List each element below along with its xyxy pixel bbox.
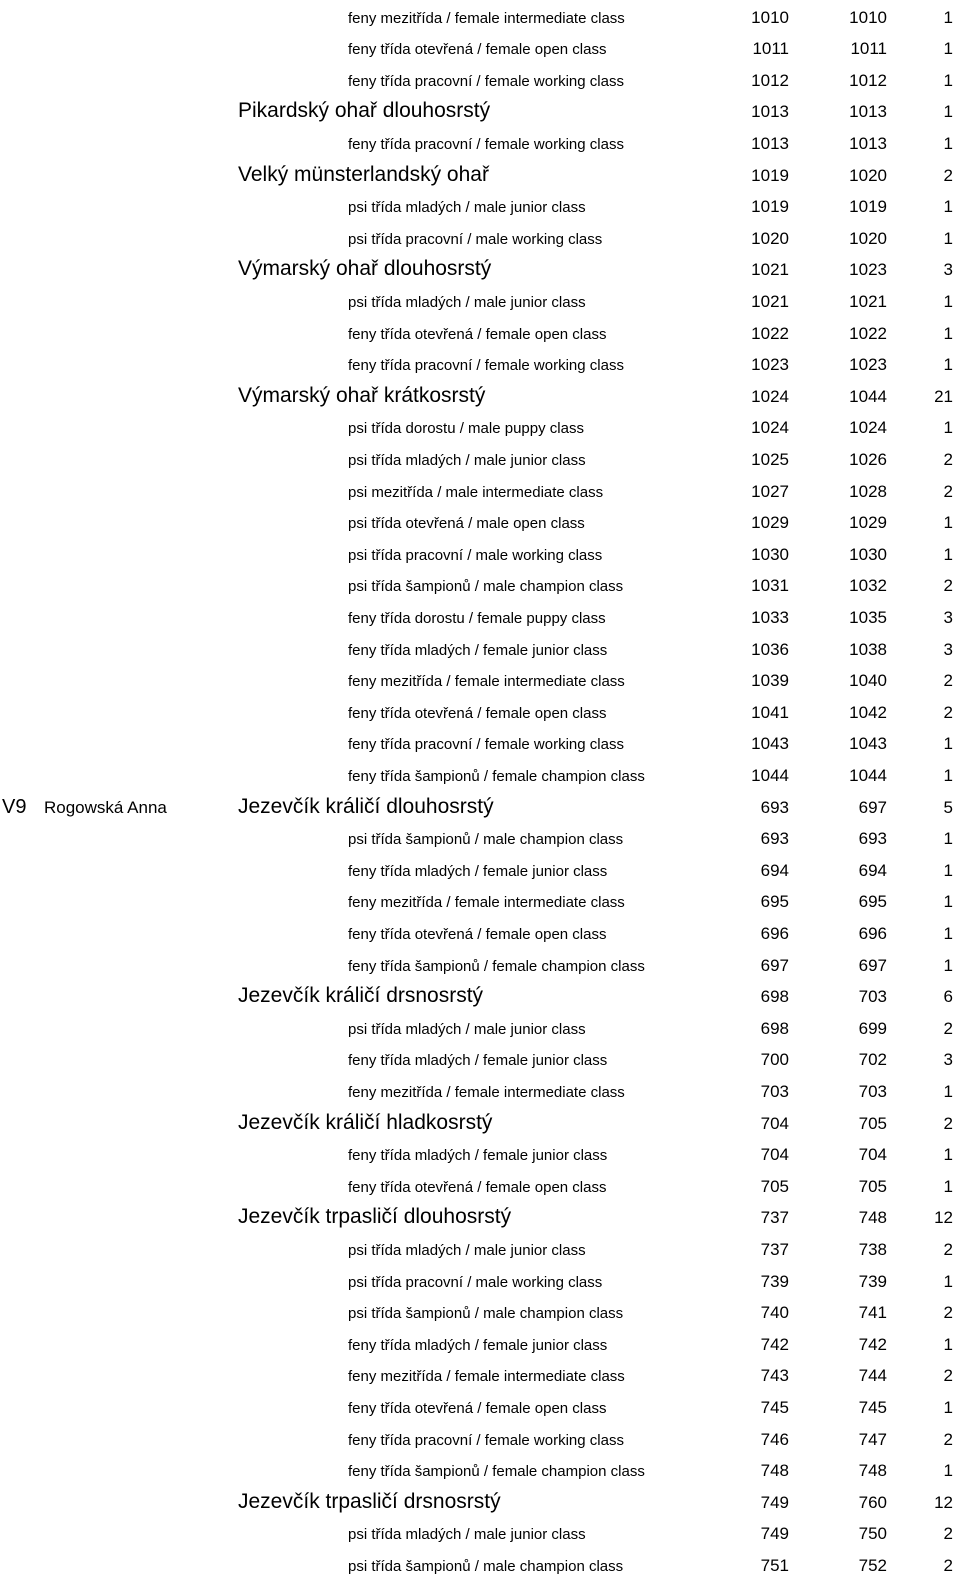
catalog-number-from: 743	[760, 1366, 789, 1386]
entry-count: 12	[934, 1492, 953, 1512]
catalog-number-to: 705	[858, 1113, 887, 1133]
entry-count: 1	[943, 7, 953, 27]
catalog-number-to: 745	[858, 1397, 887, 1417]
catalog-number-from: 695	[760, 892, 789, 912]
catalog-number-to: 747	[858, 1429, 887, 1449]
breed-name: Pikardský ohař dlouhosrstý	[238, 99, 491, 123]
catalog-number-from: 1030	[751, 544, 789, 564]
class-row	[0, 474, 960, 506]
class-name: feny třída mladých / female junior class	[348, 1147, 608, 1165]
entry-count: 2	[943, 1429, 953, 1449]
class-row	[0, 63, 960, 95]
catalog-number-from: 737	[760, 1208, 789, 1228]
class-row	[0, 506, 960, 538]
entry-count: 1	[943, 765, 953, 785]
class-row	[0, 411, 960, 443]
breed-name: Výmarský ohař krátkosrstý	[238, 383, 486, 407]
entry-count: 1	[943, 1397, 953, 1417]
class-row	[0, 221, 960, 253]
catalog-number-from: 746	[760, 1429, 789, 1449]
catalog-number-from: 1036	[751, 639, 789, 659]
class-row	[0, 1169, 960, 1201]
breed-row	[0, 980, 960, 1012]
catalog-number-from: 1039	[751, 671, 789, 691]
class-row	[0, 632, 960, 664]
catalog-number-from: 705	[760, 1176, 789, 1196]
entry-count: 1	[943, 513, 953, 533]
class-name: psi třída mladých / male junior class	[348, 1020, 586, 1038]
class-name: psi třída šampionů / male champion class	[348, 578, 624, 596]
class-name: feny třída mladých / female junior class	[348, 1052, 608, 1070]
catalog-number-to: 705	[858, 1176, 887, 1196]
catalog-number-from: 698	[760, 987, 789, 1007]
catalog-number-from: 1010	[751, 7, 789, 27]
class-name: psi třída mladých / male junior class	[348, 199, 586, 217]
catalog-number-from: 742	[760, 1334, 789, 1354]
entry-count: 6	[943, 987, 953, 1007]
class-row	[0, 569, 960, 601]
catalog-number-to: 1028	[849, 481, 887, 501]
class-row	[0, 1359, 960, 1391]
catalog-number-from: 1021	[751, 291, 789, 311]
entry-count: 1	[943, 923, 953, 943]
catalog-number-from: 693	[760, 797, 789, 817]
catalog-number-to: 1044	[849, 386, 887, 406]
entry-count: 2	[943, 165, 953, 185]
catalog-number-from: 700	[760, 1050, 789, 1070]
catalog-number-from: 703	[760, 1081, 789, 1101]
entry-count: 3	[943, 260, 953, 280]
class-name: feny mezitřída / female intermediate class	[348, 9, 625, 27]
entry-count: 2	[943, 1239, 953, 1259]
breed-row	[0, 1485, 960, 1517]
breed-name: Jezevčík trpasličí drsnosrstý	[238, 1489, 501, 1513]
entry-count: 1	[943, 70, 953, 90]
class-row	[0, 727, 960, 759]
entry-count: 1	[943, 860, 953, 880]
entry-count: 2	[943, 702, 953, 722]
class-row	[0, 442, 960, 474]
catalog-number-from: 698	[760, 1018, 789, 1038]
catalog-number-to: 1013	[849, 102, 887, 122]
breed-name: Velký münsterlandský ohař	[238, 162, 489, 186]
catalog-number-to: 1021	[849, 291, 887, 311]
catalog-number-from: 739	[760, 1271, 789, 1291]
entry-count: 2	[943, 449, 953, 469]
class-row	[0, 537, 960, 569]
entry-count: 1	[943, 829, 953, 849]
catalog-number-to: 1012	[849, 70, 887, 90]
class-name: psi třída šampionů / male champion class	[348, 831, 624, 849]
breed-row	[0, 1106, 960, 1138]
catalog-number-to: 1023	[849, 260, 887, 280]
class-row	[0, 758, 960, 790]
catalog-number-to: 1043	[849, 734, 887, 754]
catalog-number-from: 697	[760, 955, 789, 975]
class-name: feny třída otevřená / female open class	[348, 704, 607, 722]
entry-count: 1	[943, 355, 953, 375]
class-row	[0, 695, 960, 727]
catalog-number-to: 739	[858, 1271, 887, 1291]
class-name: feny třída mladých / female junior class	[348, 862, 608, 880]
class-name: feny třída pracovní / female working class	[348, 1431, 624, 1449]
class-row	[0, 1454, 960, 1486]
breed-row	[0, 1201, 960, 1233]
entry-count: 1	[943, 39, 953, 59]
class-row	[0, 600, 960, 632]
catalog-number-from: 1019	[751, 165, 789, 185]
breed-name: Jezevčík trpasličí dlouhosrstý	[238, 1205, 512, 1229]
entry-count: 1	[943, 734, 953, 754]
catalog-number-to: 695	[858, 892, 887, 912]
catalog-number-from: 749	[760, 1492, 789, 1512]
catalog-number-to: 1022	[849, 323, 887, 343]
entry-count: 3	[943, 639, 953, 659]
class-name: feny mezitřída / female intermediate class	[348, 1368, 625, 1386]
catalog-number-from: 1021	[751, 260, 789, 280]
catalog-number-to: 1020	[849, 228, 887, 248]
entry-count: 2	[943, 1303, 953, 1323]
catalog-number-from: 740	[760, 1303, 789, 1323]
class-row	[0, 1390, 960, 1422]
catalog-number-from: 1025	[751, 449, 789, 469]
catalog-number-to: 702	[858, 1050, 887, 1070]
catalog-number-to: 1026	[849, 449, 887, 469]
catalog-number-to: 752	[858, 1555, 887, 1575]
class-name: psi třída mladých / male junior class	[348, 1526, 586, 1544]
catalog-number-to: 760	[858, 1492, 887, 1512]
catalog-number-to: 741	[858, 1303, 887, 1323]
class-name: feny třída šampionů / female champion class	[348, 1463, 645, 1481]
catalog-number-from: 1013	[751, 102, 789, 122]
catalog-number-from: 1023	[751, 355, 789, 375]
class-row	[0, 32, 960, 64]
catalog-number-to: 750	[858, 1524, 887, 1544]
class-name: feny třída otevřená / female open class	[348, 925, 607, 943]
catalog-number-from: 1022	[751, 323, 789, 343]
catalog-number-to: 703	[858, 1081, 887, 1101]
catalog-number-from: 1020	[751, 228, 789, 248]
entry-count: 2	[943, 1018, 953, 1038]
catalog-number-from: 1011	[752, 39, 789, 59]
class-row	[0, 664, 960, 696]
entry-count: 2	[943, 1524, 953, 1544]
breed-row	[0, 790, 960, 822]
catalog-number-to: 699	[858, 1018, 887, 1038]
catalog-number-from: 1012	[751, 70, 789, 90]
class-name: feny třída pracovní / female working class	[348, 736, 624, 754]
class-name: psi třída pracovní / male working class	[348, 1273, 603, 1291]
class-name: psi třída pracovní / male working class	[348, 230, 603, 248]
class-row	[0, 126, 960, 158]
catalog-number-from: 1043	[751, 734, 789, 754]
catalog-number-to: 1038	[849, 639, 887, 659]
entry-count: 1	[943, 197, 953, 217]
class-row	[0, 348, 960, 380]
class-row	[0, 822, 960, 854]
catalog-number-to: 1013	[849, 133, 887, 153]
class-name: psi třída mladých / male junior class	[348, 293, 586, 311]
entry-count: 1	[943, 892, 953, 912]
catalog-number-from: 1019	[751, 197, 789, 217]
breed-name: Jezevčík králičí dlouhosrstý	[238, 794, 494, 818]
class-name: psi třída otevřená / male open class	[348, 515, 585, 533]
class-row	[0, 284, 960, 316]
class-row	[0, 316, 960, 348]
entry-count: 3	[943, 1050, 953, 1070]
entry-count: 2	[943, 1366, 953, 1386]
catalog-number-from: 1031	[751, 576, 789, 596]
class-name: feny třída otevřená / female open class	[348, 325, 607, 343]
class-name: psi třída šampionů / male champion class	[348, 1305, 624, 1323]
breed-row	[0, 379, 960, 411]
entry-count: 1	[943, 1176, 953, 1196]
entry-count: 2	[943, 481, 953, 501]
catalog-number-to: 1042	[849, 702, 887, 722]
catalog-number-from: 745	[760, 1397, 789, 1417]
class-row	[0, 0, 960, 32]
class-name: feny třída pracovní / female working class	[348, 135, 624, 153]
catalog-number-from: 748	[760, 1461, 789, 1481]
breed-row	[0, 158, 960, 190]
entry-count: 1	[943, 418, 953, 438]
catalog-number-to: 1020	[849, 165, 887, 185]
class-name: psi třída dorostu / male puppy class	[348, 420, 584, 438]
catalog-number-to: 697	[858, 955, 887, 975]
catalog-number-from: 1029	[751, 513, 789, 533]
breed-name: Jezevčík králičí hladkosrstý	[238, 1110, 493, 1134]
ring-number: V9	[2, 795, 27, 818]
entry-count: 1	[943, 133, 953, 153]
catalog-number-from: 737	[760, 1239, 789, 1259]
catalog-number-to: 1032	[849, 576, 887, 596]
catalog-number-from: 696	[760, 923, 789, 943]
judge-name: Rogowská Anna	[44, 797, 167, 817]
catalog-number-to: 738	[858, 1239, 887, 1259]
class-row	[0, 853, 960, 885]
catalog-number-to: 1040	[849, 671, 887, 691]
class-name: feny třída mladých / female junior class	[348, 641, 608, 659]
catalog-number-from: 704	[760, 1145, 789, 1165]
class-name: feny třída otevřená / female open class	[348, 1399, 607, 1417]
catalog-number-from: 704	[760, 1113, 789, 1133]
class-name: feny mezitřída / female intermediate class	[348, 673, 625, 691]
catalog-number-to: 694	[858, 860, 887, 880]
class-name: feny mezitřída / female intermediate class	[348, 1083, 625, 1101]
breed-row	[0, 253, 960, 285]
catalog-number-from: 1033	[751, 607, 789, 627]
catalog-number-to: 1029	[849, 513, 887, 533]
class-name: feny třída otevřená / female open class	[348, 1178, 607, 1196]
entry-count: 21	[934, 386, 953, 406]
entry-count: 3	[943, 607, 953, 627]
catalog-number-to: 1035	[849, 607, 887, 627]
entry-count: 1	[943, 1334, 953, 1354]
catalog-number-to: 704	[858, 1145, 887, 1165]
class-row	[0, 1232, 960, 1264]
entry-count: 2	[943, 1555, 953, 1575]
breed-name: Jezevčík králičí drsnosrstý	[238, 984, 484, 1008]
breed-name: Výmarský ohař dlouhosrstý	[238, 257, 492, 281]
class-name: feny třída šampionů / female champion class	[348, 957, 645, 975]
class-row	[0, 1296, 960, 1328]
catalog-number-from: 749	[760, 1524, 789, 1544]
catalog-number-to: 744	[858, 1366, 887, 1386]
class-row	[0, 190, 960, 222]
class-row	[0, 916, 960, 948]
class-name: feny třída dorostu / female puppy class	[348, 609, 606, 627]
class-row	[0, 1138, 960, 1170]
catalog-number-from: 693	[760, 829, 789, 849]
class-name: feny třída pracovní / female working class	[348, 357, 624, 375]
catalog-number-from: 1024	[751, 386, 789, 406]
class-row	[0, 1517, 960, 1549]
catalog-number-to: 1019	[849, 197, 887, 217]
class-row	[0, 1011, 960, 1043]
entry-count: 2	[943, 576, 953, 596]
class-row	[0, 1264, 960, 1296]
class-name: feny třída šampionů / female champion class	[348, 767, 645, 785]
class-row	[0, 1548, 960, 1580]
catalog-number-from: 751	[760, 1555, 789, 1575]
class-row	[0, 885, 960, 917]
catalog-number-from: 1044	[751, 765, 789, 785]
entry-count: 2	[943, 1113, 953, 1133]
entry-count: 1	[943, 291, 953, 311]
entry-count: 1	[943, 1145, 953, 1165]
catalog-number-to: 703	[858, 987, 887, 1007]
class-name: psi mezitřída / male intermediate class	[348, 483, 604, 501]
catalog-number-to: 748	[858, 1208, 887, 1228]
catalog-number-from: 694	[760, 860, 789, 880]
entry-count: 12	[934, 1208, 953, 1228]
entry-count: 1	[943, 1271, 953, 1291]
entry-count: 1	[943, 955, 953, 975]
class-row	[0, 1422, 960, 1454]
class-name: psi třída šampionů / male champion class	[348, 1557, 624, 1575]
class-row	[0, 1043, 960, 1075]
catalog-number-to: 1030	[849, 544, 887, 564]
catalog-number-to: 696	[858, 923, 887, 943]
class-row	[0, 1327, 960, 1359]
class-name: feny mezitřída / female intermediate class	[348, 894, 625, 912]
entry-count: 1	[943, 102, 953, 122]
class-name: feny třída mladých / female junior class	[348, 1336, 608, 1354]
entry-count: 1	[943, 544, 953, 564]
class-row	[0, 948, 960, 980]
entry-count: 5	[943, 797, 953, 817]
entry-count: 1	[943, 1461, 953, 1481]
class-name: feny třída otevřená / female open class	[348, 41, 607, 59]
class-name: psi třída pracovní / male working class	[348, 546, 603, 564]
class-name: psi třída mladých / male junior class	[348, 451, 586, 469]
catalog-number-from: 1027	[751, 481, 789, 501]
class-name: feny třída pracovní / female working class	[348, 72, 624, 90]
catalog-number-to: 693	[858, 829, 887, 849]
catalog-number-from: 1013	[751, 133, 789, 153]
catalog-number-to: 742	[858, 1334, 887, 1354]
catalog-number-to: 1024	[849, 418, 887, 438]
entry-count: 1	[943, 1081, 953, 1101]
entry-count: 1	[943, 228, 953, 248]
catalog-number-to: 1044	[849, 765, 887, 785]
breed-row	[0, 95, 960, 127]
class-name: psi třída mladých / male junior class	[348, 1241, 586, 1259]
catalog-number-to: 697	[858, 797, 887, 817]
class-row	[0, 1074, 960, 1106]
catalog-number-to: 1023	[849, 355, 887, 375]
catalog-number-to: 1011	[850, 39, 887, 59]
catalog-number-to: 1010	[849, 7, 887, 27]
catalog-number-from: 1024	[751, 418, 789, 438]
catalog-number-from: 1041	[751, 702, 789, 722]
entry-count: 1	[943, 323, 953, 343]
entry-count: 2	[943, 671, 953, 691]
catalog-number-to: 748	[858, 1461, 887, 1481]
